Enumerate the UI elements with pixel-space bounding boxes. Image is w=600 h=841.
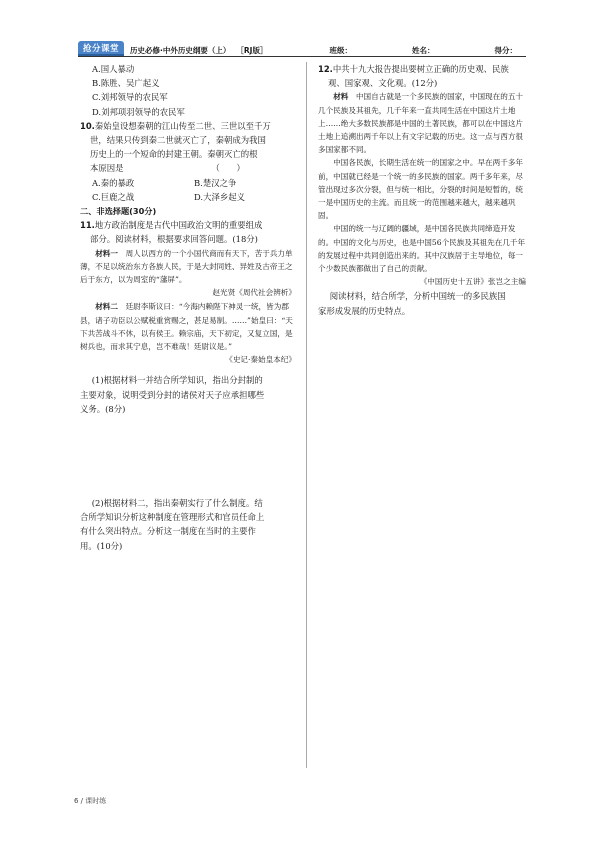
q12-material-para-3: 中国的统一与辽阔的疆域，是中国各民族共同缔造开发的。中国的文化与历史，也是中国56个民族及其祖先在几千年的发展过程中共同创造出来的。其中汉族居于主导地位，每一个少数民族都做出了自己的贡献。 (318, 224, 526, 274)
section-heading-nonchoice: 二、非选择题(30分) (80, 206, 157, 217)
q11-sub2-line-1: (2)根据材料二，指出秦朝实行了什么制度。结 (91, 498, 263, 509)
q12-material-para-1 (318, 90, 526, 156)
q10-option-b: B.楚汉之争 (194, 177, 237, 188)
column-divider (306, 62, 307, 768)
q11-intro-2: 部分。阅读材料，根据要求回答问题。(18分) (90, 234, 258, 245)
q9-option-d: D.刘邦项羽领导的农民军 (92, 106, 185, 117)
q11-sub1-line-3: 义务。(8分) (80, 403, 126, 414)
q11-sub2-line-3: 有什么突出特点。分析这一制度在当时的主要作 (80, 526, 256, 537)
q11-material-2-label: 材料二 (95, 302, 118, 312)
question-10 (80, 119, 296, 204)
name-field-label: 姓名： (411, 46, 435, 55)
brand-logo: 抢分课堂 (78, 41, 124, 56)
page-footer: 6 / 课时练 (74, 797, 107, 805)
q12-material-label: 材料 (333, 92, 349, 102)
q10-line-3: 历史上的一个短命的封建王朝。秦朝灭亡的根 (90, 149, 258, 160)
q10-option-c: C.巨鹿之战 (92, 191, 135, 202)
q12-intro-1: 中共十九大报告提出要树立正确的历史观、民族 (332, 64, 509, 74)
page-header (78, 40, 526, 57)
q11-sub2-line-2: 合所学知识分析这种制度在管理形式和官员任命上 (80, 512, 265, 523)
q12-para-1-text: 中国自古就是一个多民族的国家，中国现在的五十几个民族及其祖先，几千年来一直共同生活在中国这片土地上……绝大多数民族都是中国的土著民族，都可以在中国这片土地上追溯出两千年以上有文字记载的历史。这一点与西方很多国家都不同。 (318, 92, 524, 155)
q12-intro-2: 观、国家观、文化观。(12分) (328, 78, 438, 89)
q12-material-para-2: 中国各民族，长期生活在统一的国家之中。早在两千多年前，中国就已经是一个统一的多民族的国家。两千多年来，尽管出现过多次分裂，但与统一相比，分裂的时间是短暂的，统一是中国历史的主流。而且统一的范围越来越大，越来越巩固。 (318, 158, 524, 221)
question-12 (318, 62, 526, 318)
q10-line-2: 世，结果只传到秦二世就灭亡了，秦朝成为我国 (90, 135, 266, 146)
q12-task-line-2: 家形成发展的历史特点。 (318, 305, 411, 316)
q11-material-1-label: 材料一 (95, 248, 118, 258)
q11-source-2: 《史记·秦始皇本纪》 (225, 355, 296, 365)
q11-material-1-text: 周人以西方的一个小国代商而有天下，苦于兵力单薄，不足以统治东方各族人民，于是大封同姓、异姓及古帝王之后于东方，以为周室的“藩屏”。 (80, 248, 293, 285)
q12-task-line-1: 阅读材料，结合所学，分析中国统一的多民族国 (329, 291, 506, 302)
q9-option-c: C.刘邦领导的农民军 (92, 92, 168, 103)
q9-option-b: B.陈胜、吴广起义 (92, 78, 160, 89)
left-column (80, 62, 296, 553)
q11-sub1-line-2: 主要对象，说明受到分封的诸侯对天子应承担哪些 (80, 389, 265, 400)
q11-sub2-line-4: 用。(10分) (80, 540, 123, 551)
q10-number: 10. (80, 120, 95, 131)
q11-material-2-text: 廷尉李斯议曰：“今海内赖陛下神灵一统，皆为郡县，诸子功臣以公赋税重赏赐之，甚足易制。……”始皇曰：“天下共苦战斗不休，以有侯王。赖宗庙，天下初定，又复立国，是树兵也，而求其宁息，岂不难哉！廷尉议是。” (80, 302, 293, 352)
q10-line-1: 秦始皇设想秦朝的江山传至二世、三世以至千万 (94, 120, 271, 131)
q12-number: 12. (318, 64, 333, 74)
question-11 (80, 218, 296, 553)
course-title: 历史必修·中外历史纲要（上） (130, 46, 231, 55)
score-field-label: 得分： (494, 46, 517, 55)
q11-material-1 (80, 247, 296, 287)
q12-source: 《中国历史十五讲》张岂之主编 (419, 277, 526, 287)
q10-option-d: D.大泽乡起义 (194, 191, 245, 202)
class-field-label: 班级： (329, 46, 352, 55)
q11-material-2 (80, 300, 296, 353)
q10-line-4: 本原因是 （ ） (90, 163, 245, 174)
q11-number: 11. (80, 220, 95, 231)
q9-options (80, 62, 296, 119)
right-column (318, 62, 526, 318)
q11-sub1-line-1: (1)根据材料一并结合所学知识，指出分封制的 (91, 375, 263, 386)
q9-option-a: A.国人暴动 (92, 64, 135, 74)
answer-space-1[interactable] (80, 416, 296, 496)
q11-source-1: 赵光贤《周代社会辨析》 (212, 288, 296, 298)
edition-label: ［RJ版］ (236, 46, 268, 55)
q11-intro-1: 地方政治制度是古代中国政治文明的重要组成 (94, 220, 263, 231)
q10-option-a: A.秦的暴政 (92, 177, 135, 188)
